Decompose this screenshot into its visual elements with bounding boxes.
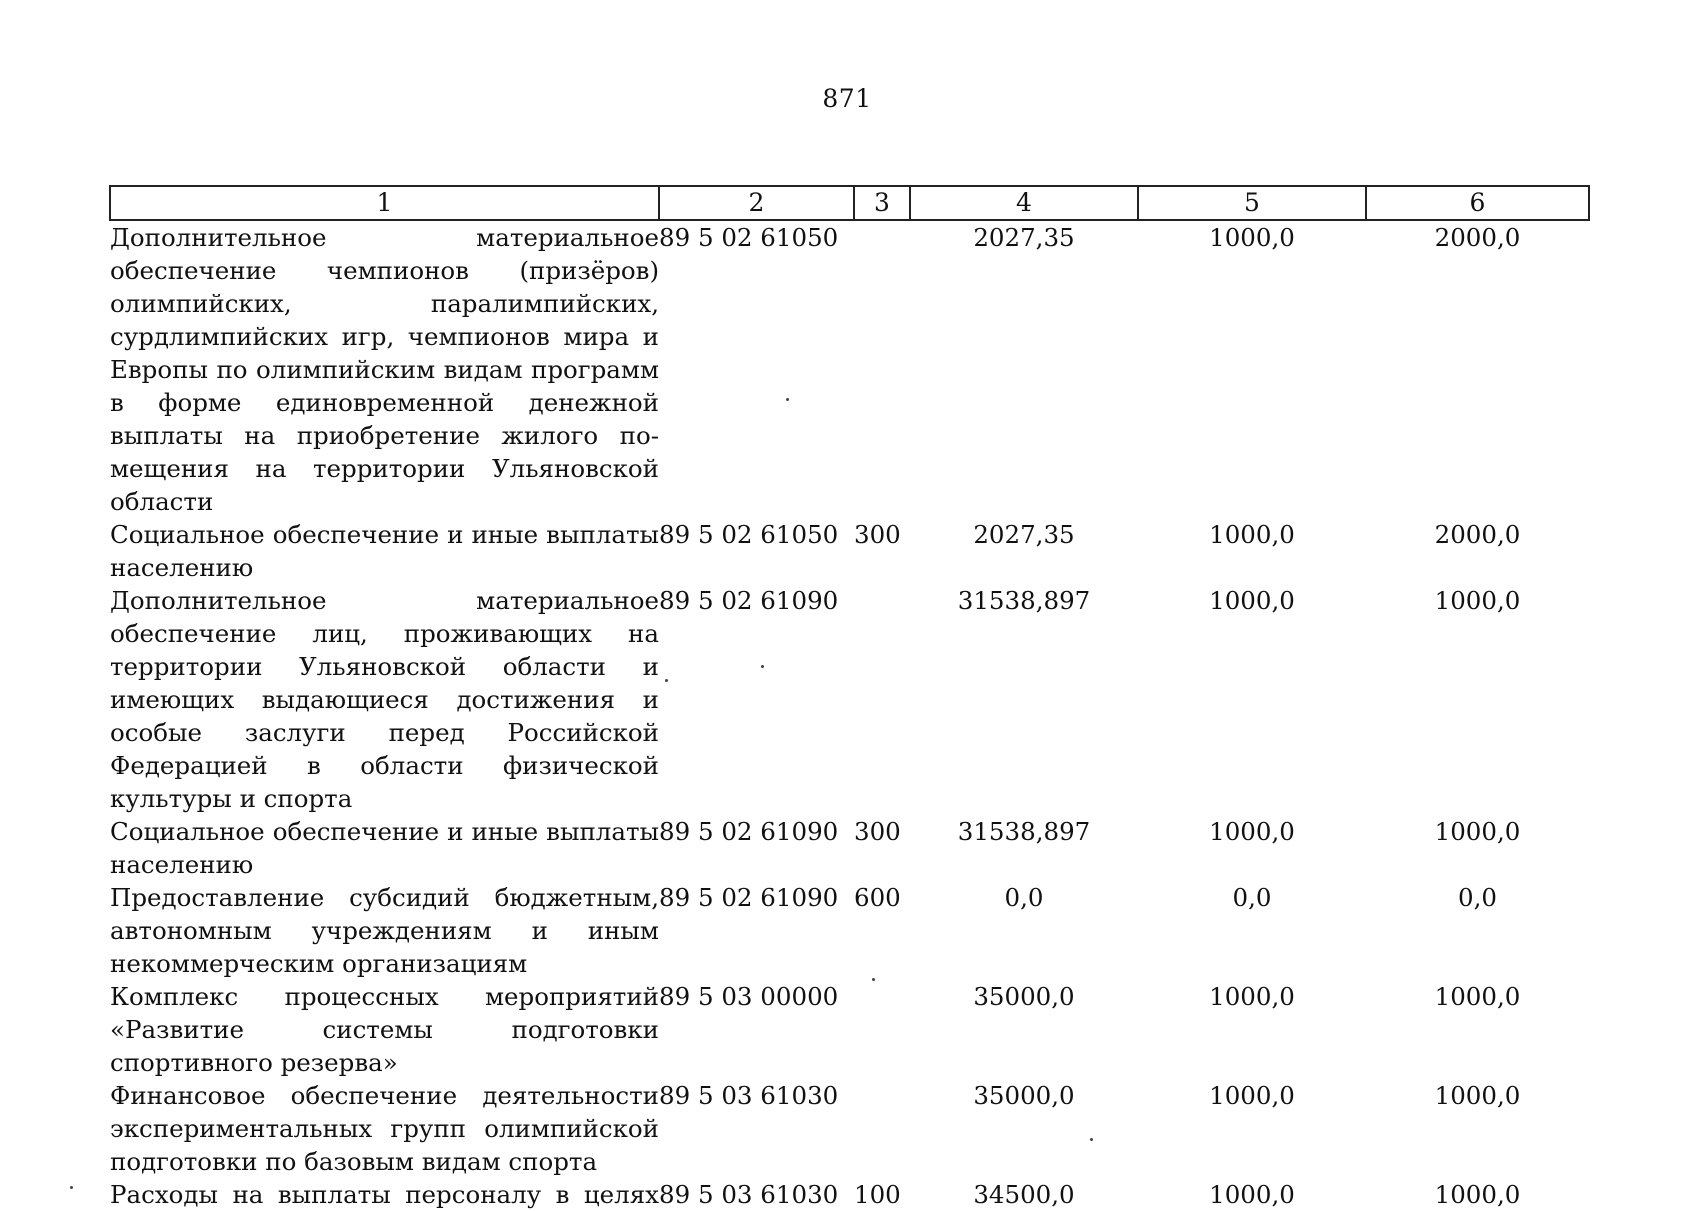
table-row — [110, 980, 1589, 1079]
row-expense-kind — [854, 220, 910, 518]
scan-speck — [761, 665, 764, 668]
scan-speck — [70, 1186, 73, 1189]
row-value-col5: 1000,0 — [1209, 223, 1295, 252]
header-row — [110, 186, 1589, 220]
budget-table — [109, 185, 1590, 1211]
row-target-code: 89 5 02 61090 — [659, 883, 839, 912]
table-row — [110, 1178, 1589, 1211]
table-row — [110, 518, 1589, 584]
row-value-col4: 31538,897 — [957, 586, 1091, 615]
row-expense-kind — [854, 980, 910, 1079]
header-col-1: 1 — [110, 186, 659, 220]
header-col-3: 3 — [854, 186, 910, 220]
row-expense-kind: 300 — [854, 520, 901, 549]
row-value-col5: 1000,0 — [1209, 817, 1295, 846]
row-value-col6: 1000,0 — [1434, 1180, 1521, 1209]
row-description: Социальное обеспечение и иные выплаты населению — [110, 520, 659, 582]
row-value-col5: 1000,0 — [1209, 982, 1295, 1011]
row-value-col4: 2027,35 — [973, 223, 1075, 252]
row-expense-kind — [854, 1079, 910, 1178]
row-value-col4: 35000,0 — [973, 982, 1075, 1011]
row-description: Расходы на выплаты персоналу в целях — [110, 1180, 659, 1209]
row-value-col4: 31538,897 — [957, 817, 1091, 846]
header-col-2: 2 — [659, 186, 854, 220]
row-target-code: 89 5 02 61090 — [659, 586, 839, 615]
table-row — [110, 1079, 1589, 1178]
row-value-col4: 2027,35 — [973, 520, 1075, 549]
row-description: Социальное обеспечение и иные выплаты населению — [110, 817, 659, 879]
table-row — [110, 584, 1589, 815]
row-value-col5: 1000,0 — [1209, 586, 1295, 615]
row-value-col6: 1000,0 — [1434, 586, 1521, 615]
row-description: Финансовое обеспечение деятельности экспериментальных групп олимпийской подготовки по базовым видам спорта — [110, 1081, 659, 1176]
row-value-col5: 0,0 — [1232, 883, 1272, 912]
row-value-col4: 35000,0 — [973, 1081, 1075, 1110]
page-number: 871 — [822, 84, 872, 113]
row-description: Дополнительное материальное обеспечение чемпионов (призёров) олимпийских, паралимпийских, сурдлимпийских игр, чемпионов мира и Европы по олимпийским видам программ в форме единовременной денежной выплаты на приобретение жилого помещения на территории Ульяновской области — [110, 223, 659, 516]
row-value-col6: 2000,0 — [1434, 520, 1521, 549]
header-col-6: 6 — [1366, 186, 1589, 220]
row-target-code: 89 5 02 61090 — [659, 817, 839, 846]
row-target-code: 89 5 03 61030 — [659, 1081, 839, 1110]
table-row — [110, 220, 1589, 518]
row-value-col6: 2000,0 — [1434, 223, 1521, 252]
scan-speck — [872, 978, 875, 981]
header-col-4: 4 — [910, 186, 1138, 220]
row-value-col6: 1000,0 — [1434, 1081, 1521, 1110]
table-row — [110, 881, 1589, 980]
row-target-code: 89 5 03 61030 — [659, 1180, 839, 1209]
row-value-col4: 0,0 — [1004, 883, 1044, 912]
row-value-col6: 0,0 — [1458, 883, 1497, 912]
header-col-5: 5 — [1138, 186, 1366, 220]
row-value-col6: 1000,0 — [1434, 817, 1521, 846]
row-expense-kind: 600 — [854, 883, 901, 912]
row-value-col5: 1000,0 — [1209, 1180, 1295, 1209]
row-target-code: 89 5 02 61050 — [659, 223, 839, 252]
scan-speck — [665, 679, 668, 682]
row-expense-kind: 300 — [854, 817, 901, 846]
scan-speck — [786, 398, 789, 401]
row-expense-kind: 100 — [854, 1180, 901, 1209]
row-description: Дополнительное материальное обеспечение лиц, проживающих на территории Ульяновской области и имеющих выдающиеся достижения и особые заслуги перед Российской Федерацией в области физической культуры и спорта — [110, 586, 659, 813]
row-target-code: 89 5 03 00000 — [659, 982, 839, 1011]
table-row — [110, 815, 1589, 881]
row-target-code: 89 5 02 61050 — [659, 520, 839, 549]
row-description: Комплекс процессных мероприятий «Развитие системы подготовки спортивного резерва» — [110, 982, 659, 1077]
row-value-col5: 1000,0 — [1209, 520, 1295, 549]
row-value-col6: 1000,0 — [1434, 982, 1521, 1011]
row-value-col5: 1000,0 — [1209, 1081, 1295, 1110]
row-description: Предоставление субсидий бюджетным, автономным учреждениям и иным некоммерческим организациям — [110, 883, 659, 978]
scan-speck — [1090, 1138, 1093, 1141]
row-value-col4: 34500,0 — [973, 1180, 1075, 1209]
row-expense-kind — [854, 584, 910, 815]
